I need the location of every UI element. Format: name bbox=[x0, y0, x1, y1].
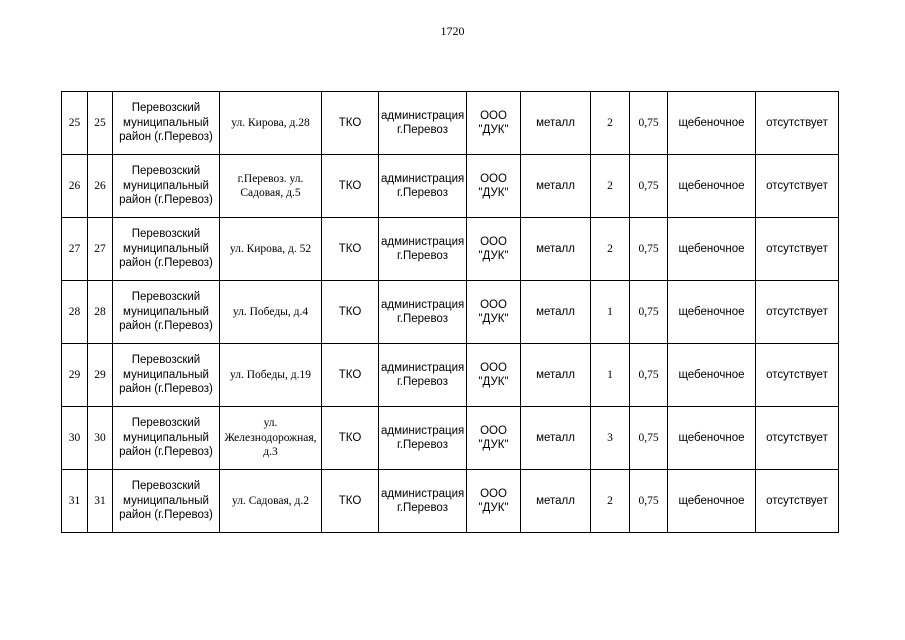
surface-cell: щебеночное bbox=[668, 470, 756, 533]
operator-cell bbox=[467, 470, 521, 533]
row-number-cell: 30 bbox=[62, 407, 88, 470]
container-volume-cell: 0,75 bbox=[630, 92, 668, 155]
address-cell: ул. Победы, д.4 bbox=[220, 281, 322, 344]
address-cell: ул. Кирова, д.28 bbox=[220, 92, 322, 155]
site-id-cell: 26 bbox=[88, 155, 113, 218]
row-number-cell: 25 bbox=[62, 92, 88, 155]
district-cell: Перевозский муниципальный район (г.Перевоз) bbox=[113, 92, 220, 155]
container-volume-cell: 0,75 bbox=[630, 344, 668, 407]
operator-line-1: ООО bbox=[480, 488, 507, 500]
fence-cell: отсутствует bbox=[756, 470, 839, 533]
fence-cell: отсутствует bbox=[756, 344, 839, 407]
operator-cell bbox=[467, 407, 521, 470]
site-id-cell: 29 bbox=[88, 344, 113, 407]
surface-cell: щебеночное bbox=[668, 344, 756, 407]
fence-cell: отсутствует bbox=[756, 407, 839, 470]
container-count-cell: 2 bbox=[591, 92, 630, 155]
table-row bbox=[62, 407, 839, 470]
container-count-cell: 1 bbox=[591, 344, 630, 407]
operator-cell bbox=[467, 218, 521, 281]
site-id-cell: 25 bbox=[88, 92, 113, 155]
material-cell: металл bbox=[521, 407, 591, 470]
row-number-cell: 26 bbox=[62, 155, 88, 218]
operator-line-2: "ДУК" bbox=[478, 502, 509, 514]
site-id-cell: 30 bbox=[88, 407, 113, 470]
surface-cell: щебеночное bbox=[668, 218, 756, 281]
container-count-cell: 2 bbox=[591, 218, 630, 281]
material-cell: металл bbox=[521, 155, 591, 218]
row-number-cell: 28 bbox=[62, 281, 88, 344]
waste-type-cell: ТКО bbox=[322, 344, 379, 407]
operator-line-1: ООО bbox=[480, 425, 507, 437]
container-volume-cell: 0,75 bbox=[630, 281, 668, 344]
page-number: 1720 bbox=[440, 24, 465, 38]
owner-cell: администрация г.Перевоз bbox=[379, 470, 467, 533]
operator-line-1: ООО bbox=[480, 173, 507, 185]
owner-cell: администрация г.Перевоз bbox=[379, 155, 467, 218]
fence-cell: отсутствует bbox=[756, 155, 839, 218]
site-id-cell: 27 bbox=[88, 218, 113, 281]
surface-cell: щебеночное bbox=[668, 281, 756, 344]
material-cell: металл bbox=[521, 344, 591, 407]
operator-line-1: ООО bbox=[480, 362, 507, 374]
waste-type-cell: ТКО bbox=[322, 218, 379, 281]
operator-cell bbox=[467, 344, 521, 407]
owner-cell: администрация г.Перевоз bbox=[379, 281, 467, 344]
site-id-cell: 28 bbox=[88, 281, 113, 344]
operator-cell bbox=[467, 92, 521, 155]
operator-line-2: "ДУК" bbox=[478, 250, 509, 262]
row-number-cell: 31 bbox=[62, 470, 88, 533]
address-cell: ул. Железнодорожная, д.3 bbox=[220, 407, 322, 470]
table-row bbox=[62, 218, 839, 281]
operator-line-2: "ДУК" bbox=[478, 187, 509, 199]
district-cell: Перевозский муниципальный район (г.Перевоз) bbox=[113, 281, 220, 344]
table-row bbox=[62, 92, 839, 155]
table-row bbox=[62, 344, 839, 407]
table-row bbox=[62, 155, 839, 218]
operator-line-1: ООО bbox=[480, 236, 507, 248]
row-number-cell: 29 bbox=[62, 344, 88, 407]
address-cell: ул. Кирова, д. 52 bbox=[220, 218, 322, 281]
container-volume-cell: 0,75 bbox=[630, 155, 668, 218]
operator-line-1: ООО bbox=[480, 110, 507, 122]
container-volume-cell: 0,75 bbox=[630, 218, 668, 281]
district-cell: Перевозский муниципальный район (г.Перевоз) bbox=[113, 344, 220, 407]
waste-type-cell: ТКО bbox=[322, 155, 379, 218]
owner-cell: администрация г.Перевоз bbox=[379, 92, 467, 155]
row-number-cell: 27 bbox=[62, 218, 88, 281]
waste-type-cell: ТКО bbox=[322, 92, 379, 155]
container-count-cell: 2 bbox=[591, 470, 630, 533]
address-cell: ул. Садовая, д.2 bbox=[220, 470, 322, 533]
container-count-cell: 1 bbox=[591, 281, 630, 344]
surface-cell: щебеночное bbox=[668, 92, 756, 155]
container-count-cell: 3 bbox=[591, 407, 630, 470]
waste-type-cell: ТКО bbox=[322, 407, 379, 470]
container-volume-cell: 0,75 bbox=[630, 407, 668, 470]
operator-line-2: "ДУК" bbox=[478, 439, 509, 451]
material-cell: металл bbox=[521, 470, 591, 533]
table-row bbox=[62, 281, 839, 344]
owner-cell: администрация г.Перевоз bbox=[379, 218, 467, 281]
container-count-cell: 2 bbox=[591, 155, 630, 218]
district-cell: Перевозский муниципальный район (г.Перевоз) bbox=[113, 218, 220, 281]
fence-cell: отсутствует bbox=[756, 281, 839, 344]
table-row bbox=[62, 470, 839, 533]
address-cell: ул. Победы, д.19 bbox=[220, 344, 322, 407]
waste-sites-table bbox=[61, 91, 839, 533]
fence-cell: отсутствует bbox=[756, 218, 839, 281]
owner-cell: администрация г.Перевоз bbox=[379, 344, 467, 407]
surface-cell: щебеночное bbox=[668, 407, 756, 470]
material-cell: металл bbox=[521, 92, 591, 155]
surface-cell: щебеночное bbox=[668, 155, 756, 218]
district-cell: Перевозский муниципальный район (г.Перевоз) bbox=[113, 407, 220, 470]
operator-cell bbox=[467, 155, 521, 218]
address-cell: г.Перевоз. ул. Садовая, д.5 bbox=[220, 155, 322, 218]
operator-line-2: "ДУК" bbox=[478, 124, 509, 136]
owner-cell: администрация г.Перевоз bbox=[379, 407, 467, 470]
operator-line-2: "ДУК" bbox=[478, 376, 509, 388]
site-id-cell: 31 bbox=[88, 470, 113, 533]
operator-line-1: ООО bbox=[480, 299, 507, 311]
waste-type-cell: ТКО bbox=[322, 470, 379, 533]
waste-type-cell: ТКО bbox=[322, 281, 379, 344]
operator-cell bbox=[467, 281, 521, 344]
material-cell: металл bbox=[521, 281, 591, 344]
table-body bbox=[62, 92, 839, 533]
fence-cell: отсутствует bbox=[756, 92, 839, 155]
operator-line-2: "ДУК" bbox=[478, 313, 509, 325]
material-cell: металл bbox=[521, 218, 591, 281]
district-cell: Перевозский муниципальный район (г.Перевоз) bbox=[113, 155, 220, 218]
container-volume-cell: 0,75 bbox=[630, 470, 668, 533]
district-cell: Перевозский муниципальный район (г.Перевоз) bbox=[113, 470, 220, 533]
